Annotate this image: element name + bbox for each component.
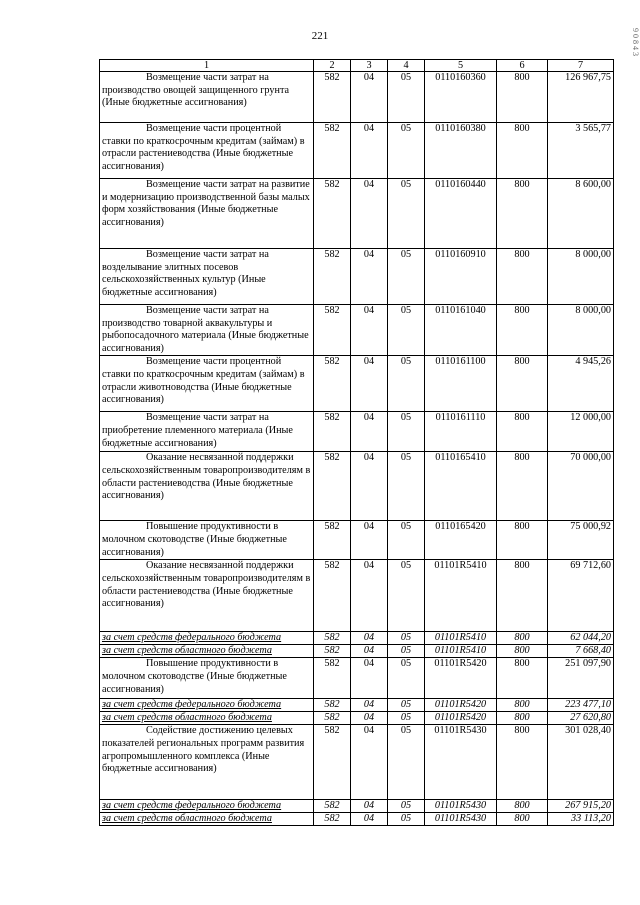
header-cell: 1 [100, 60, 314, 72]
code-cell: 0110161110 [425, 412, 497, 452]
code-cell: 800 [497, 712, 548, 725]
code-cell: 0110160380 [425, 123, 497, 179]
code-cell: 04 [351, 249, 388, 305]
header-cell: 5 [425, 60, 497, 72]
code-cell: 05 [388, 699, 425, 712]
name-cell: за счет средств федерального бюджета [100, 699, 314, 712]
code-cell: 800 [497, 356, 548, 412]
code-cell: 01101R5430 [425, 725, 497, 800]
code-cell: 04 [351, 800, 388, 813]
name-cell: Оказание несвязанной поддержки сельскохозяйственным товаропроизводителям в области растениеводства (Иные бюджетные ассигнования) [100, 452, 314, 521]
header-cell: 2 [314, 60, 351, 72]
table-row [100, 521, 614, 560]
code-cell: 05 [388, 645, 425, 658]
code-cell: 01101R5410 [425, 560, 497, 632]
name-cell: за счет средств федерального бюджета [100, 800, 314, 813]
code-cell: 582 [314, 356, 351, 412]
code-cell: 800 [497, 412, 548, 452]
code-cell: 582 [314, 658, 351, 699]
code-cell: 04 [351, 412, 388, 452]
code-cell: 05 [388, 800, 425, 813]
code-cell: 04 [351, 123, 388, 179]
name-cell: за счет средств федерального бюджета [100, 632, 314, 645]
code-cell: 800 [497, 699, 548, 712]
header-cell: 7 [548, 60, 614, 72]
code-cell: 05 [388, 72, 425, 123]
code-cell: 0110161040 [425, 305, 497, 356]
table-subrow [100, 712, 614, 725]
code-cell: 04 [351, 813, 388, 826]
name-cell: Возмещение части затрат на приобретение племенного материала (Иные бюджетные ассигнования) [100, 412, 314, 452]
code-cell: 582 [314, 645, 351, 658]
table-subrow [100, 645, 614, 658]
code-cell: 800 [497, 645, 548, 658]
amount-cell: 7 668,40 [548, 645, 614, 658]
header-cell: 4 [388, 60, 425, 72]
code-cell: 01101R5420 [425, 712, 497, 725]
table-row [100, 123, 614, 179]
code-cell: 05 [388, 305, 425, 356]
code-cell: 01101R5430 [425, 800, 497, 813]
table-row [100, 658, 614, 699]
name-cell: Возмещение части затрат на производство овощей защищенного грунта (Иные бюджетные ассигнования) [100, 72, 314, 123]
code-cell: 800 [497, 813, 548, 826]
code-cell: 04 [351, 560, 388, 632]
name-cell: Оказание несвязанной поддержки сельскохозяйственным товаропроизводителям в области растениеводства (Иные бюджетные ассигнования) [100, 560, 314, 632]
header-cell: 3 [351, 60, 388, 72]
code-cell: 04 [351, 521, 388, 560]
name-cell: Повышение продуктивности в молочном скотоводстве (Иные бюджетные ассигнования) [100, 521, 314, 560]
code-cell: 05 [388, 412, 425, 452]
code-cell: 582 [314, 560, 351, 632]
code-cell: 04 [351, 725, 388, 800]
code-cell: 582 [314, 72, 351, 123]
code-cell: 05 [388, 521, 425, 560]
code-cell: 800 [497, 632, 548, 645]
table-subrow [100, 813, 614, 826]
code-cell: 01101R5420 [425, 658, 497, 699]
code-cell: 04 [351, 645, 388, 658]
code-cell: 582 [314, 813, 351, 826]
amount-cell: 8 600,00 [548, 179, 614, 249]
code-cell: 582 [314, 632, 351, 645]
code-cell: 05 [388, 356, 425, 412]
amount-cell: 251 097,90 [548, 658, 614, 699]
code-cell: 05 [388, 123, 425, 179]
code-cell: 800 [497, 123, 548, 179]
budget-table [99, 59, 614, 826]
amount-cell: 4 945,26 [548, 356, 614, 412]
table-row [100, 560, 614, 632]
table-subrow [100, 632, 614, 645]
code-cell: 800 [497, 179, 548, 249]
code-cell: 582 [314, 249, 351, 305]
code-cell: 05 [388, 725, 425, 800]
header-cell: 6 [497, 60, 548, 72]
table-subrow [100, 699, 614, 712]
amount-cell: 223 477,10 [548, 699, 614, 712]
code-cell: 800 [497, 249, 548, 305]
name-cell: Возмещение части затрат на возделывание элитных посевов сельскохозяйственных культур (Иные бюджетные ассигнования) [100, 249, 314, 305]
code-cell: 0110161100 [425, 356, 497, 412]
amount-cell: 62 044,20 [548, 632, 614, 645]
amount-cell: 69 712,60 [548, 560, 614, 632]
name-cell: Возмещение части затрат на развитие и модернизацию производственной базы малых форм хозяйствования (Иные бюджетные ассигнования) [100, 179, 314, 249]
side-margin-mark: 9 0 8 4 3 [631, 28, 640, 56]
code-cell: 800 [497, 658, 548, 699]
table-subrow [100, 800, 614, 813]
code-cell: 04 [351, 632, 388, 645]
table-row [100, 412, 614, 452]
code-cell: 582 [314, 412, 351, 452]
code-cell: 05 [388, 658, 425, 699]
table-row [100, 249, 614, 305]
code-cell: 04 [351, 72, 388, 123]
amount-cell: 75 000,92 [548, 521, 614, 560]
code-cell: 0110160360 [425, 72, 497, 123]
table-row [100, 356, 614, 412]
amount-cell: 12 000,00 [548, 412, 614, 452]
amount-cell: 27 620,80 [548, 712, 614, 725]
table-row [100, 305, 614, 356]
code-cell: 800 [497, 452, 548, 521]
code-cell: 582 [314, 712, 351, 725]
name-cell: за счет средств областного бюджета [100, 813, 314, 826]
code-cell: 582 [314, 305, 351, 356]
code-cell: 05 [388, 560, 425, 632]
code-cell: 800 [497, 72, 548, 123]
code-cell: 04 [351, 305, 388, 356]
name-cell: Возмещение части процентной ставки по краткосрочным кредитам (займам) в отрасли животноводства (Иные бюджетные ассигнования) [100, 356, 314, 412]
code-cell: 800 [497, 521, 548, 560]
code-cell: 800 [497, 725, 548, 800]
name-cell: Возмещение части затрат на производство товарной аквакультуры и рыбопосадочного материала (Иные бюджетные ассигнования) [100, 305, 314, 356]
table-row [100, 452, 614, 521]
name-cell: Содействие достижению целевых показателей региональных программ развития агропромышленного комплекса (Иные бюджетные ассигнования) [100, 725, 314, 800]
code-cell: 582 [314, 179, 351, 249]
amount-cell: 8 000,00 [548, 305, 614, 356]
page-number: 221 [311, 30, 329, 42]
code-cell: 04 [351, 658, 388, 699]
code-cell: 582 [314, 699, 351, 712]
code-cell: 04 [351, 699, 388, 712]
amount-cell: 301 028,40 [548, 725, 614, 800]
amount-cell: 70 000,00 [548, 452, 614, 521]
name-cell: Возмещение части процентной ставки по краткосрочным кредитам (займам) в отрасли растениеводства (Иные бюджетные ассигнования) [100, 123, 314, 179]
code-cell: 05 [388, 452, 425, 521]
amount-cell: 3 565,77 [548, 123, 614, 179]
code-cell: 05 [388, 179, 425, 249]
table-row [100, 179, 614, 249]
name-cell: Повышение продуктивности в молочном скотоводстве (Иные бюджетные ассигнования) [100, 658, 314, 699]
code-cell: 800 [497, 560, 548, 632]
code-cell: 05 [388, 632, 425, 645]
code-cell: 582 [314, 521, 351, 560]
code-cell: 01101R5410 [425, 645, 497, 658]
code-cell: 0110165410 [425, 452, 497, 521]
amount-cell: 8 000,00 [548, 249, 614, 305]
name-cell: за счет средств областного бюджета [100, 712, 314, 725]
header-row [100, 60, 614, 72]
code-cell: 04 [351, 712, 388, 725]
code-cell: 582 [314, 725, 351, 800]
code-cell: 582 [314, 452, 351, 521]
table-row [100, 72, 614, 123]
table-row [100, 725, 614, 800]
code-cell: 01101R5430 [425, 813, 497, 826]
code-cell: 0110160910 [425, 249, 497, 305]
code-cell: 04 [351, 452, 388, 521]
code-cell: 0110165420 [425, 521, 497, 560]
name-cell: за счет средств областного бюджета [100, 645, 314, 658]
amount-cell: 33 113,20 [548, 813, 614, 826]
code-cell: 582 [314, 800, 351, 813]
code-cell: 800 [497, 800, 548, 813]
code-cell: 582 [314, 123, 351, 179]
code-cell: 04 [351, 356, 388, 412]
code-cell: 800 [497, 305, 548, 356]
code-cell: 05 [388, 712, 425, 725]
amount-cell: 126 967,75 [548, 72, 614, 123]
code-cell: 05 [388, 813, 425, 826]
amount-cell: 267 915,20 [548, 800, 614, 813]
code-cell: 0110160440 [425, 179, 497, 249]
code-cell: 04 [351, 179, 388, 249]
code-cell: 05 [388, 249, 425, 305]
code-cell: 01101R5410 [425, 632, 497, 645]
code-cell: 01101R5420 [425, 699, 497, 712]
